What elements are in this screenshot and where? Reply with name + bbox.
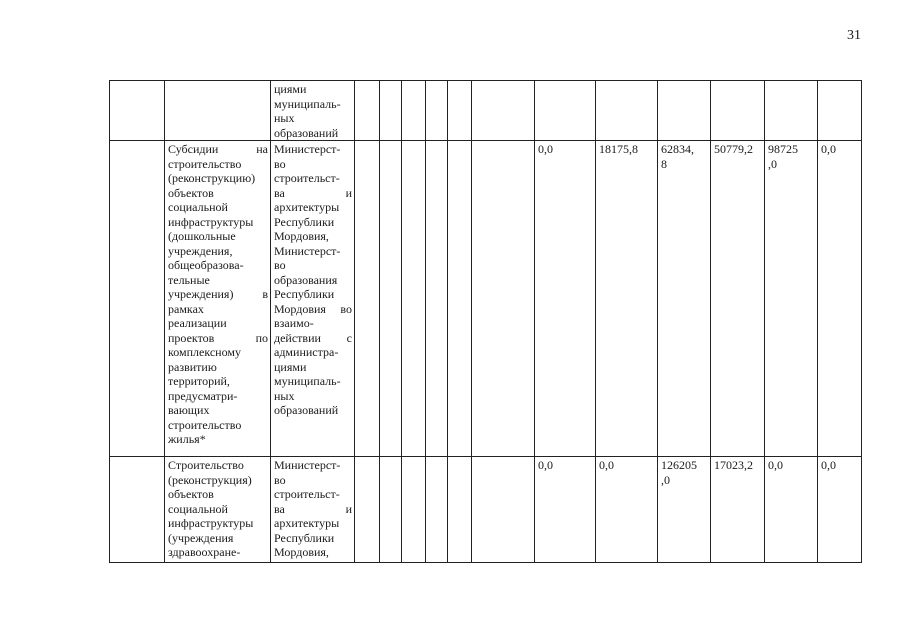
cell-text-line: строительст-	[274, 171, 340, 185]
cell-text-line: Министерст-	[274, 142, 341, 156]
value-cell	[818, 81, 862, 141]
cell-text-line: территорий,	[168, 374, 230, 388]
cell-text-line: ва и	[274, 185, 352, 200]
cell-text-line: проектов по	[168, 330, 268, 345]
cell-text-line: ва и	[274, 501, 352, 516]
cell-text-line: здравоохране-	[168, 545, 241, 559]
code-cell	[448, 81, 472, 141]
cell-text-line: образований	[274, 403, 339, 417]
cell-text-line: объектов	[168, 185, 214, 200]
cell-text-line: инфраструктуры	[168, 516, 254, 530]
code-cell	[402, 141, 426, 457]
cell-text-line: социальной	[168, 501, 228, 516]
executor-cell	[271, 81, 355, 141]
cell-text-line: ных	[274, 111, 295, 125]
code-cell	[448, 141, 472, 457]
cell-text-line: (реконструкция)	[168, 472, 252, 487]
table-row	[110, 141, 862, 457]
cell-text-line: предусматри-	[168, 388, 238, 403]
cell-text-line: циями	[274, 359, 307, 374]
cell-text-line: администра-	[274, 345, 339, 359]
cell-text-line: учреждения) в	[168, 287, 268, 301]
cell-text-line: общеобразова-	[168, 258, 244, 272]
value-cell: 126205 ,0	[658, 457, 711, 563]
cell-text-line: во	[274, 472, 286, 487]
cell-text-line: (учреждения	[168, 530, 234, 545]
value-cell: 0,0	[535, 141, 596, 457]
value-cell: 0,0	[818, 141, 862, 457]
cell-text-line: Мордовия,	[274, 229, 329, 243]
value-cell	[472, 141, 535, 457]
cell-text-line: образований	[274, 125, 339, 140]
cell-text-line: инфраструктуры	[168, 214, 254, 229]
value-cell	[711, 81, 765, 141]
code-cell	[426, 81, 448, 141]
cell-text-line: строительст-	[274, 487, 340, 501]
cell-text-line: Мордовия во	[274, 301, 352, 316]
cell-text-line: социальной	[168, 200, 228, 214]
executor-cell	[271, 141, 355, 457]
measure-name-cell	[165, 457, 271, 563]
code-cell	[355, 81, 380, 141]
cell-text-line: реализации	[168, 316, 227, 330]
cell-text-line: циями	[274, 82, 307, 96]
cell-text-line: образования	[274, 272, 338, 287]
page-number: 31	[847, 28, 861, 43]
cell-text-line: муниципаль-	[274, 96, 341, 111]
value-cell: 98725 ,0	[765, 141, 818, 457]
cell-text-line: Министерст-	[274, 243, 341, 258]
value-cell	[765, 81, 818, 141]
code-cell	[448, 457, 472, 563]
cell-text-line: Республики	[274, 214, 335, 229]
cell-text-line: архитектуры	[274, 516, 340, 530]
cell-text-line: Республики	[274, 287, 335, 301]
value-cell: 62834, 8	[658, 141, 711, 457]
value-cell	[596, 81, 658, 141]
code-cell	[402, 81, 426, 141]
measure-name-cell	[165, 141, 271, 457]
executor-cell	[271, 457, 355, 563]
value-cell: 0,0	[765, 457, 818, 563]
cell-text-line: Субсидии на	[168, 142, 268, 156]
cell-text-line: во	[274, 156, 286, 171]
row-number-cell	[110, 141, 165, 457]
cell-text-line: Строительство	[168, 458, 244, 472]
cell-text-line: развитию	[168, 359, 217, 374]
budget-table	[109, 80, 862, 563]
cell-text-line: (дошкольные	[168, 229, 236, 243]
code-cell	[355, 457, 380, 563]
code-cell	[380, 457, 402, 563]
cell-text-line: муниципаль-	[274, 374, 341, 388]
cell-text-line: архитектуры	[274, 200, 340, 214]
row-number-cell	[110, 457, 165, 563]
cell-text-line: Республики	[274, 530, 335, 545]
code-cell	[426, 141, 448, 457]
cell-text-line: ных	[274, 388, 295, 403]
measure-name-cell	[165, 81, 271, 141]
value-cell	[535, 81, 596, 141]
cell-text-line: во	[274, 258, 286, 272]
value-cell: 0,0	[818, 457, 862, 563]
value-cell	[472, 457, 535, 563]
value-cell: 50779,2	[711, 141, 765, 457]
cell-text-line: вающих	[168, 403, 210, 417]
value-cell: 17023,2	[711, 457, 765, 563]
value-cell: 0,0	[535, 457, 596, 563]
table-row	[110, 457, 862, 563]
table-row	[110, 81, 862, 141]
cell-text-line: взаимо-	[274, 316, 314, 330]
value-cell	[658, 81, 711, 141]
cell-text-line: тельные	[168, 272, 210, 287]
code-cell	[380, 141, 402, 457]
cell-text-line: рамках	[168, 301, 204, 316]
code-cell	[402, 457, 426, 563]
cell-text-line: Мордовия,	[274, 545, 329, 559]
row-number-cell	[110, 81, 165, 141]
value-cell: 0,0	[596, 457, 658, 563]
cell-text-line: строительство	[168, 156, 242, 171]
value-cell: 18175,8	[596, 141, 658, 457]
cell-text-line: Министерст-	[274, 458, 341, 472]
cell-text-line: комплексному	[168, 345, 241, 359]
cell-text-line: учреждения,	[168, 243, 233, 258]
code-cell	[355, 141, 380, 457]
cell-text-line: объектов	[168, 487, 214, 501]
cell-text-line: строительство	[168, 417, 242, 432]
cell-text-line: жилья*	[168, 432, 206, 446]
cell-text-line: действии с	[274, 330, 352, 345]
code-cell	[380, 81, 402, 141]
code-cell	[426, 457, 448, 563]
cell-text-line: (реконструкцию)	[168, 171, 256, 185]
value-cell	[472, 81, 535, 141]
